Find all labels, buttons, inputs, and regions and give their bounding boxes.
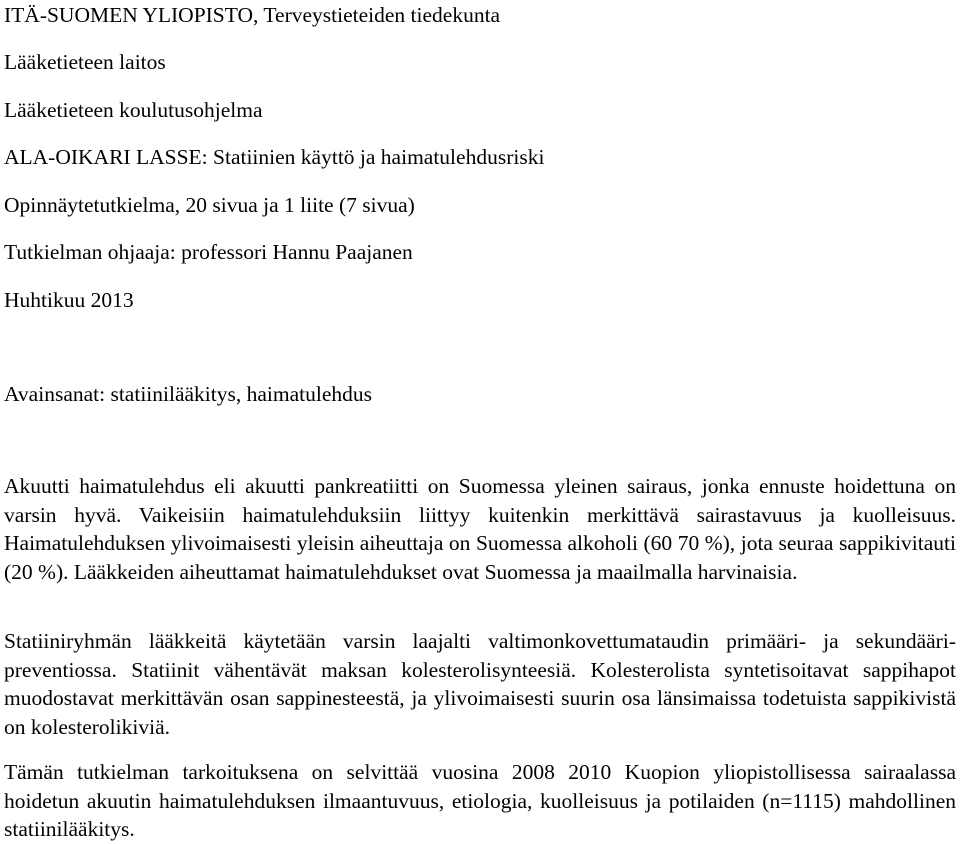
- abstract-paragraph-1: Akuutti haimatulehdus eli akuutti pankreatiitti on Suomessa yleinen sairaus, jonka ennuste hoidettuna on varsin hyvä. Vaikeisiin haimatulehduksiin liittyy kuitenkin merkittävä sairastavuus ja kuolleisuus. Haimatulehduksen ylivoimaisesti yleisin aiheuttaja on Suomessa alkoholi (60 70 %), jota seuraa sappikivitauti (20 %). Lääkkeiden aiheuttamat haimatulehdukset ovat Suomessa ja maailmalla harvinaisia.: [4, 474, 956, 584]
- degree-programme-line: Lääketieteen koulutusohjelma: [4, 98, 263, 122]
- university-faculty-line: ITÄ-SUOMEN YLIOPISTO, Terveystieteiden tiedekunta: [4, 3, 501, 27]
- abstract-paragraph-3: Tämän tutkielman tarkoituksena on selvittää vuosina 2008 2010 Kuopion yliopistollisessa sairaalassa hoidetun akuutin haimatulehduksen ilmaantuvuus, etiologia, kuolleisuus ja potilaiden (n=1115) mahdollinen statiinilääkitys.: [4, 760, 956, 842]
- supervisor-line: Tutkielman ohjaaja: professori Hannu Paajanen: [4, 240, 413, 264]
- date-line: Huhtikuu 2013: [4, 288, 134, 312]
- author-title-line: ALA-OIKARI LASSE: Statiinien käyttö ja haimatulehdusriski: [4, 145, 545, 169]
- abstract-paragraph-2: Statiiniryhmän lääkkeitä käytetään varsin laajalti valtimonkovettumataudin primääri- ja sekundääripreventiossa. Statiinit vähentävät maksan kolesterolisynteesiä. Kolesterolista syntetisoitavat sappihapot muodostavat merkittävän osan sappinesteestä, ja ylivoimaisesti suurin osa länsimaissa todetuista sappikivistä on kolesterolikiviä.: [4, 629, 956, 739]
- thesis-pages-line: Opinnäytetutkielma, 20 sivua ja 1 liite (7 sivua): [4, 193, 415, 217]
- keywords-line: Avainsanat: statiinilääkitys, haimatulehdus: [4, 382, 373, 406]
- department-line: Lääketieteen laitos: [4, 50, 166, 74]
